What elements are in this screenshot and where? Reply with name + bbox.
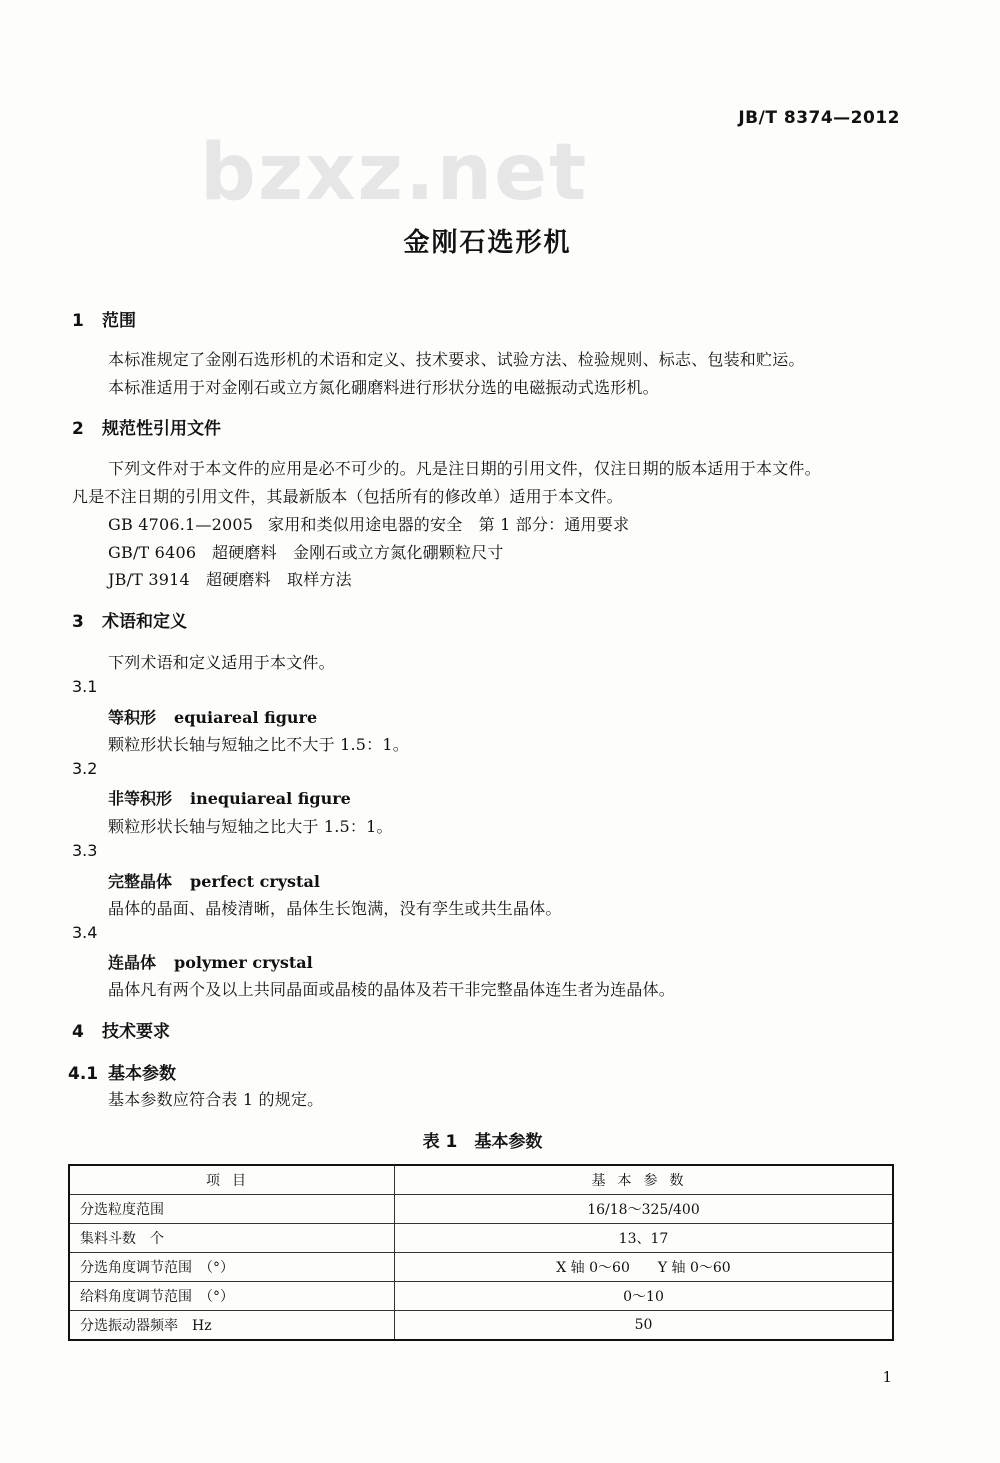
term-chinese: 完整晶体 (108, 872, 173, 891)
section-title: 术语和定义 (102, 612, 187, 632)
table-row (69, 1195, 893, 1224)
column-header-item: 项目 (69, 1165, 395, 1195)
section-title: 范围 (102, 311, 136, 331)
table-cell-value: 13、17 (395, 1224, 894, 1253)
table-cell-value: 50 (395, 1311, 894, 1341)
paragraph: 下列术语和定义适用于本文件。 (108, 653, 335, 672)
term-definition: 晶体凡有两个及以上共同晶面或晶棱的晶体及若干非完整晶体连生者为连晶体。 (108, 980, 676, 999)
table-header-row (69, 1165, 893, 1195)
term-chinese: 连晶体 (108, 953, 157, 972)
paragraph: 基本参数应符合表 1 的规定。 (108, 1090, 324, 1109)
reference-code: JB/T 3914 (108, 570, 190, 589)
term-number: 3.2 (72, 759, 98, 778)
section-number: 2 (72, 419, 84, 439)
term-english: polymer crystal (174, 953, 313, 972)
subsection-number: 4.1 (68, 1064, 99, 1084)
table-cell-item: 给料角度调节范围 （°） (69, 1282, 395, 1311)
table-row (69, 1311, 893, 1341)
table-cell-item: 分选振动器频率 Hz (69, 1311, 395, 1341)
parameters-table (68, 1164, 894, 1341)
table-caption: 表 1 基本参数 (422, 1132, 543, 1152)
term-english: inequiareal figure (190, 789, 351, 808)
term-chinese: 非等积形 (108, 789, 173, 808)
reference-item (108, 512, 629, 535)
term-name (108, 705, 317, 728)
reference-item (108, 540, 504, 563)
table-cell-item: 分选角度调节范围 （°） (69, 1253, 395, 1282)
column-header-value: 基本参数 (395, 1165, 894, 1195)
section-4-heading (72, 1017, 170, 1042)
table-row (69, 1282, 893, 1311)
page-number: 1 (882, 1368, 892, 1386)
paragraph: 本标准适用于对金刚石或立方氮化硼磨料进行形状分选的电磁振动式选形机。 (108, 378, 659, 397)
table-cell-value: 16/18～325/400 (395, 1195, 894, 1224)
paragraph: 本标准规定了金刚石选形机的术语和定义、技术要求、试验方法、检验规则、标志、包装和贮运。 (108, 350, 805, 369)
section-title: 规范性引用文件 (102, 419, 221, 439)
reference-item (108, 567, 352, 590)
table-row (69, 1253, 893, 1282)
term-definition: 颗粒形状长轴与短轴之比大于 1.5：1。 (108, 817, 393, 836)
term-name (108, 786, 351, 809)
term-english: perfect crystal (190, 872, 320, 891)
paragraph: 下列文件对于本文件的应用是必不可少的。凡是注日期的引用文件，仅注日期的版本适用于本文件。 (108, 459, 821, 478)
section-1-heading (72, 306, 136, 331)
section-number: 4 (72, 1022, 84, 1042)
reference-code: GB/T 6406 (108, 543, 197, 562)
document-title: 金刚石选形机 (403, 228, 572, 258)
term-chinese: 等积形 (108, 708, 157, 727)
term-english: equiareal figure (174, 708, 318, 727)
table-cell-item: 集料斗数 个 (69, 1224, 395, 1253)
term-number: 3.3 (72, 841, 98, 860)
section-2-heading (72, 414, 221, 439)
reference-title: 超硬磨料 金刚石或立方氮化硼颗粒尺寸 (212, 543, 504, 562)
paragraph: 凡是不注日期的引用文件，其最新版本（包括所有的修改单）适用于本文件。 (72, 487, 623, 506)
document-code: JB/T 8374—2012 (738, 108, 900, 128)
term-number: 3.4 (72, 923, 98, 942)
section-3-heading (72, 607, 187, 632)
table-cell-item: 分选粒度范围 (69, 1195, 395, 1224)
term-definition: 晶体的晶面、晶棱清晰，晶体生长饱满，没有孪生或共生晶体。 (108, 899, 562, 918)
subsection-title: 基本参数 (108, 1064, 176, 1084)
term-definition: 颗粒形状长轴与短轴之比不大于 1.5：1。 (108, 735, 409, 754)
term-name (108, 869, 320, 892)
reference-code: GB 4706.1—2005 (108, 515, 254, 534)
table-cell-value: X 轴 0～60 Y 轴 0～60 (395, 1253, 894, 1282)
table-row (69, 1224, 893, 1253)
table-cell-value: 0～10 (395, 1282, 894, 1311)
watermark: bzxz.net (200, 128, 589, 218)
term-name (108, 950, 313, 973)
subsection-4-1-heading (68, 1059, 176, 1084)
term-number: 3.1 (72, 677, 98, 696)
reference-title: 家用和类似用途电器的安全 第 1 部分：通用要求 (268, 515, 630, 534)
reference-title: 超硬磨料 取样方法 (206, 570, 352, 589)
section-number: 3 (72, 612, 84, 632)
section-title: 技术要求 (102, 1022, 170, 1042)
section-number: 1 (72, 311, 84, 331)
